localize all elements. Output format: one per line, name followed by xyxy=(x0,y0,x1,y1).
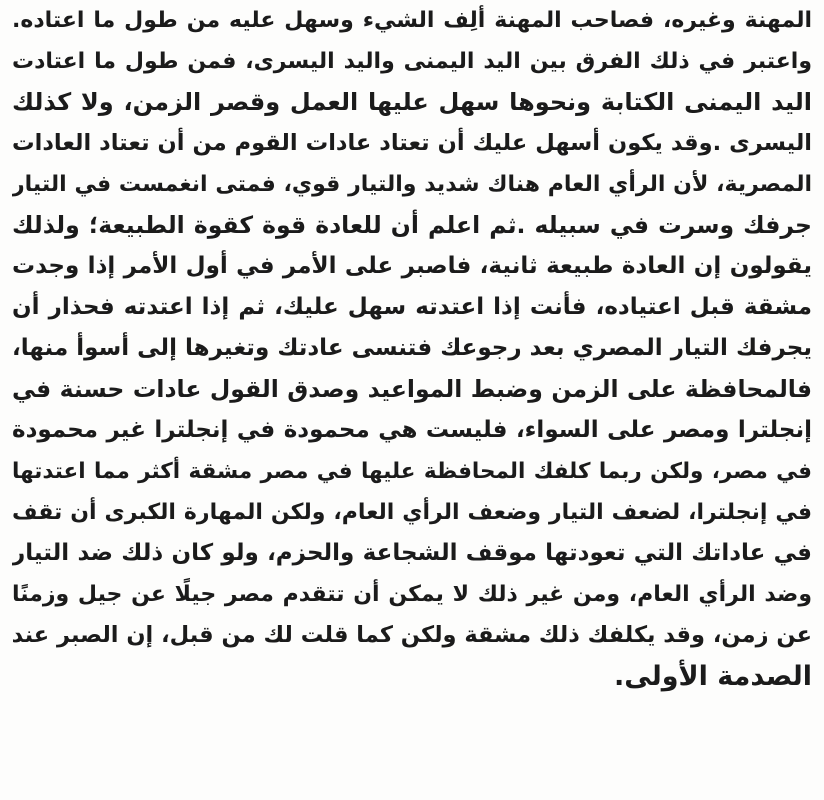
text-line: في مصر، ولكن ربما كلفك المحافظة عليها في مصر مشقة أكثر مما اعتدتها xyxy=(12,459,812,484)
text-line: المصرية، لأن الرأي العام هناك شديد والتيار قوي، فمتى انغمست في التيار xyxy=(12,172,812,197)
text-line: إنجلترا ومصر على السواء، فليست هي محمودة في إنجلترا غير محمودة xyxy=(12,417,812,443)
text-line: مشقة قبل اعتياده، فأنت إذا اعتدته سهل عليك، ثم إذا اعتدته فحذار أن xyxy=(12,294,812,320)
text-line: وضد الرأي العام، ومن غير ذلك لا يمكن أن تتقدم مصر جيلًا عن جيل وزمنًا xyxy=(12,582,812,607)
text-line: جرفك وسرت في سبيله .ثم اعلم أن للعادة قوة كقوة الطبيعة؛ ولذلك xyxy=(12,211,812,239)
paragraph xyxy=(12,0,812,697)
text-line: عن زمن، وقد يكلفك ذلك مشقة ولكن كما قلت لك من قبل، إن الصبر عند xyxy=(12,622,812,648)
text-line: يجرفك التيار المصري بعد رجوعك فتنسى عادتك وتغيرها إلى أسوأ منها، xyxy=(12,335,812,361)
text-line: يقولون إن العادة طبيعة ثانية، فاصبر على الأمر في أول الأمر إذا وجدت xyxy=(12,253,812,279)
text-line: المهنة وغيره، فصاحب المهنة ألِف الشيء وسهل عليه من طول ما اعتاده. xyxy=(12,8,812,33)
text-line: واعتبر في ذلك الفرق بين اليد اليمنى واليد اليسرى، فمن طول ما اعتادت xyxy=(12,49,812,74)
text-line: في عاداتك التي تعودتها موقف الشجاعة والحزم، ولو كان ذلك ضد التيار xyxy=(12,540,812,566)
text-line: اليسرى .وقد يكون أسهل عليك أن تعتاد عادات القوم من أن تعتاد العادات xyxy=(12,130,812,156)
text-line: اليد اليمنى الكتابة ونحوها سهل عليها العمل وقصر الزمن، ولا كذلك xyxy=(12,88,812,116)
text-line: فالمحافظة على الزمن وضبط المواعيد وصدق القول عادات حسنة في xyxy=(12,375,812,403)
text-line-last: الصدمة الأولى. xyxy=(614,661,812,692)
text-line: في إنجلترا، لضعف التيار وضعف الرأي العام، ولكن المهارة الكبرى أن تقف xyxy=(12,500,812,525)
